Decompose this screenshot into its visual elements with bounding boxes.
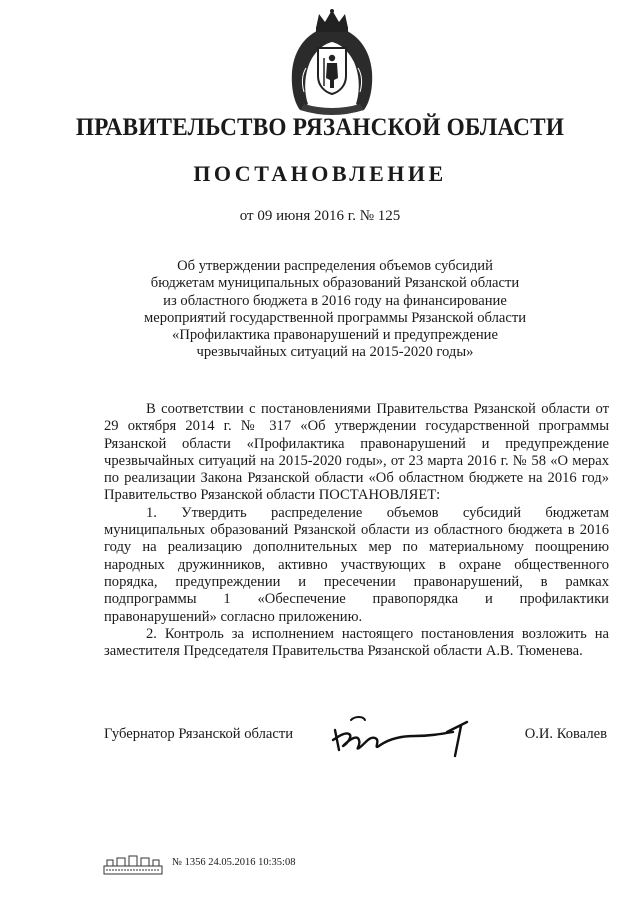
- subject-line: Об утверждении распределения объемов субсидий: [177, 258, 493, 274]
- body-paragraph-preamble: В соответствии с постановлениями Правительства Рязанской области от 29 октября 2014 г. № 317 «Об утверждении государственной программы Рязанской области «Профилактика правонарушений и предупреждение чрезвычайных ситуаций на 2015-2020 годы», от 23 марта 2016 г. № 58 «О мерах по реализации Закона Рязанской области «Об областном бюджете на 2016 год» Правительство Рязанской области ПОСТАНОВЛЯЕТ:: [104, 401, 609, 504]
- subject-line: мероприятий государственной программы Рязанской области: [143, 309, 527, 326]
- subject-line: «Профилактика правонарушений и предупреждение: [172, 327, 498, 344]
- document-date-number: от 09 июня 2016 г. № 125: [239, 208, 401, 224]
- document-subject: [140, 258, 530, 362]
- organization-title: ПРАВИТЕЛЬСТВО РЯЗАНСКОЙ ОБЛАСТИ: [75, 114, 565, 141]
- coat-of-arms-icon: [286, 8, 378, 118]
- registry-stamp-icon: [103, 852, 163, 876]
- subject-line: бюджетам муниципальных образований Рязанской области: [150, 275, 520, 292]
- body-paragraph-item-2: 2. Контроль за исполнением настоящего постановления возложить на заместителя Председателя Правительства Рязанской области А.В. Тюменева.: [104, 625, 609, 660]
- signature-block: [104, 718, 609, 758]
- subject-line: из областного бюджета в 2016 году на финансирование: [163, 292, 507, 309]
- body-paragraph-item-1: 1. Утвердить распределение объемов субсидий бюджетам муниципальных образований Рязанской области из областного бюджета в 2016 году на реализацию дополнительных мер по материальному поощрению народных дружинников, активно участвующих в охране общественного порядка, предупреждении и пресечении правонарушений, в рамках подпрограммы 1 «Обеспечение правопорядка и профилактики правонарушений» согласно приложению.: [104, 504, 609, 625]
- signer-title: Губернатор Рязанской области: [104, 726, 294, 742]
- signer-name: О.И. Ковалев: [524, 726, 607, 742]
- document-type: ПОСТАНОВЛЕНИЕ: [193, 161, 447, 186]
- registration-reference: № 1356 24.05.2016 10:35:08: [172, 857, 296, 868]
- document-body: [104, 401, 609, 660]
- handwritten-signature-icon: [329, 710, 489, 762]
- subject-line: чрезвычайных ситуаций на 2015-2020 годы»: [196, 344, 474, 361]
